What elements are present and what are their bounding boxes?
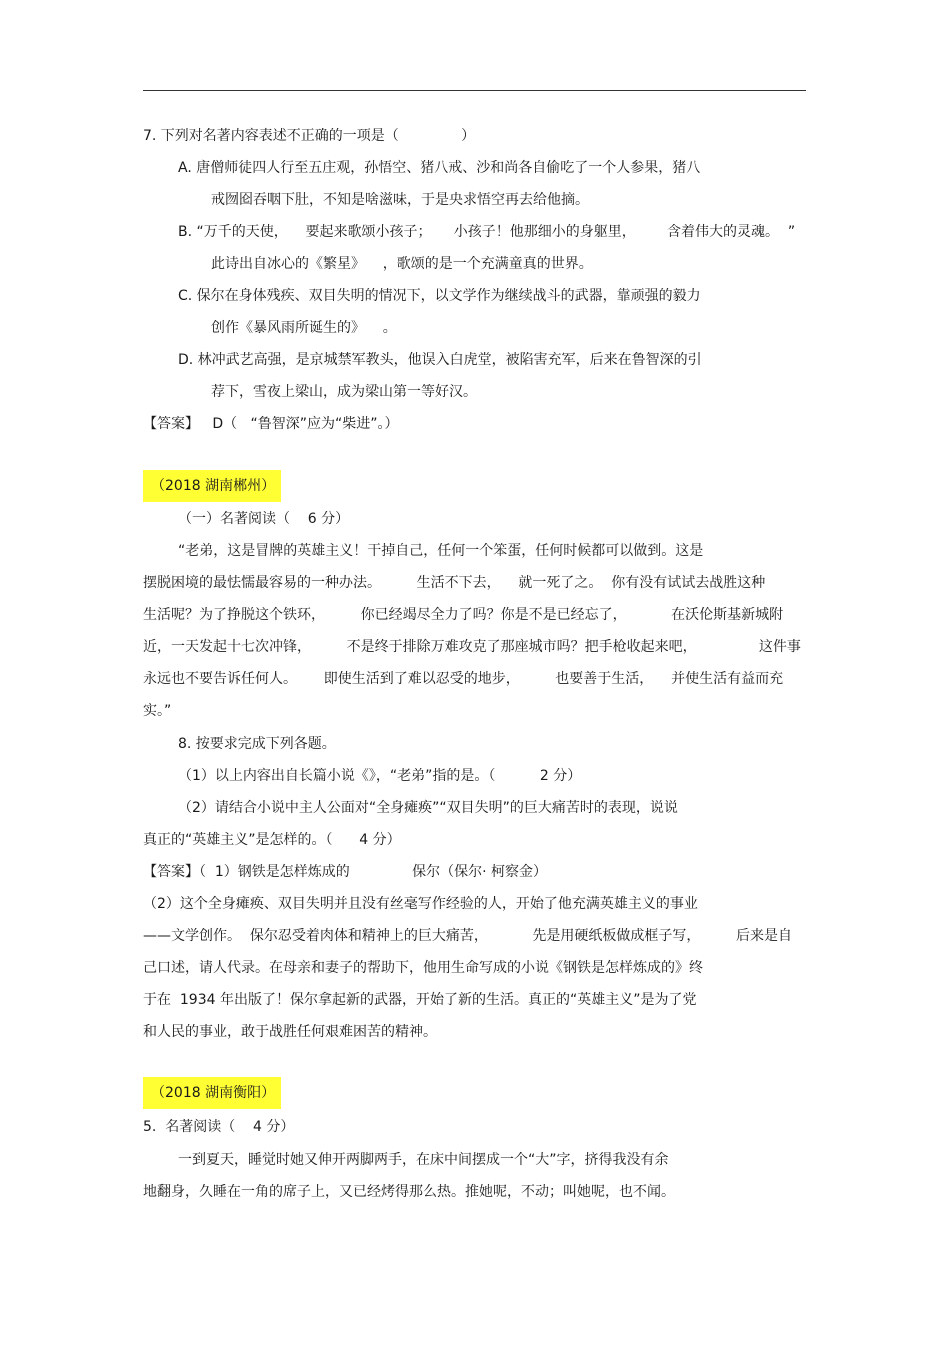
q7-option-b-line1: B. “万千的天使， 要起来歌颂小孩子； 小孩子！他那细小的身躯里， 含着伟大的灵魂。 ”	[178, 224, 796, 240]
header-rule	[143, 90, 806, 91]
q8-answer-2-line5: 和人民的事业，敢于战胜任何艰难困苦的精神。	[143, 1024, 437, 1040]
q7-answer: 【答案】 D（ “鲁智深”应为“柴进”。）	[143, 416, 399, 432]
quote-line-1: “老弟，这是冒牌的英雄主义！干掉自己，任何一个笨蛋，任何时候都可以做到。这是	[178, 543, 704, 559]
q8-answer-1: 【答案】（ 1）钢铁是怎样炼成的 保尔（保尔· 柯察金）	[143, 864, 548, 880]
q7-option-c-line2: 创作《暴风雨所诞生的》 。	[211, 320, 397, 336]
q7-option-b-line2: 此诗出自冰心的《繁星》 ，歌颂的是一个充满童真的世界。	[211, 256, 593, 272]
q8-part2-line1: （2）请结合小说中主人公面对“全身瘫痪”“双目失明”的巨大痛苦时的表现，说说	[178, 800, 678, 816]
quote-line-6: 实。”	[143, 703, 172, 719]
q7-stem: 7. 下列对名著内容表述不正确的一项是（ ）	[143, 128, 476, 144]
q8-stem: 8. 按要求完成下列各题。	[178, 736, 336, 752]
section-tag-hengyang	[143, 1077, 281, 1109]
q8-answer-2-line1: （2）这个全身瘫痪、双目失明并且没有丝毫写作经验的人，开始了他充满英雄主义的事业	[143, 896, 698, 912]
q7-option-d-line1: D. 林冲武艺高强，是京城禁军教头，他误入白虎堂，被陷害充军，后来在鲁智深的引	[178, 352, 702, 368]
q7-option-a-line1: A. 唐僧师徒四人行至五庄观，孙悟空、猪八戒、沙和尚各自偷吃了一个人参果，猪八	[178, 160, 701, 176]
quote-line-2: 摆脱困境的最怯懦最容易的一种办法。 生活不下去， 就一死了之。 你有没有试试去战胜这种	[143, 575, 766, 591]
quote-line-5: 永远也不要告诉任何人。 即使生活到了难以忍受的地步， 也要善于生活， 并使生活有益而充	[143, 671, 784, 687]
q8-part2-line2: 真正的“英雄主义”是怎样的。（ 4 分）	[143, 832, 401, 848]
q8-part1: （1）以上内容出自长篇小说《》，“老弟”指的是。（ 2 分）	[178, 768, 582, 784]
q8-answer-2-line3: 己口述，请人代录。在母亲和妻子的帮助下，他用生命写成的小说《钢铁是怎样炼成的》终	[143, 960, 703, 976]
quote-line-3: 生活呢？为了挣脱这个铁环， 你已经竭尽全力了吗？你是不是已经忘了， 在沃伦斯基新城附	[143, 607, 784, 623]
q8-answer-2-line2: ——文学创作。 保尔忍受着肉体和精神上的巨大痛苦， 先是用硬纸板做成框子写， 后来是自	[143, 928, 793, 944]
q7-option-d-line2: 荐下，雪夜上梁山，成为梁山第一等好汉。	[211, 384, 477, 400]
q5-stem: 5. 名著阅读（ 4 分）	[143, 1119, 295, 1135]
excerpt-line-2: 地翻身，久睡在一角的席子上，又已经烤得那么热。推她呢，不动；叫她呢，也不闻。	[143, 1184, 675, 1200]
section-tag-hengyang-label: （2018 湖南衡阳）	[151, 1085, 276, 1101]
excerpt-line-1: 一到夏天，睡觉时她又伸开两脚两手，在床中间摆成一个“大”字，挤得我没有余	[178, 1152, 669, 1168]
section-tag-chenzhou	[143, 470, 281, 502]
q7-option-a-line2: 戒囫囵吞咽下肚，不知是啥滋味，于是央求悟空再去给他摘。	[211, 192, 589, 208]
section-tag-chenzhou-label: （2018 湖南郴州）	[151, 478, 276, 494]
q7-option-c-line1: C. 保尔在身体残疾、双目失明的情况下，以文学作为继续战斗的武器，靠顽强的毅力	[178, 288, 701, 304]
quote-line-4: 近，一天发起十七次冲锋， 不是终于排除万难攻克了那座城市吗？把手枪收起来吧， 这件事	[143, 639, 801, 655]
q8-answer-2-line4: 于在 1934 年出版了！保尔拿起新的武器，开始了新的生活。真正的“英雄主义”是为了党	[143, 992, 697, 1008]
section1-heading: （一）名著阅读（ 6 分）	[178, 511, 350, 527]
